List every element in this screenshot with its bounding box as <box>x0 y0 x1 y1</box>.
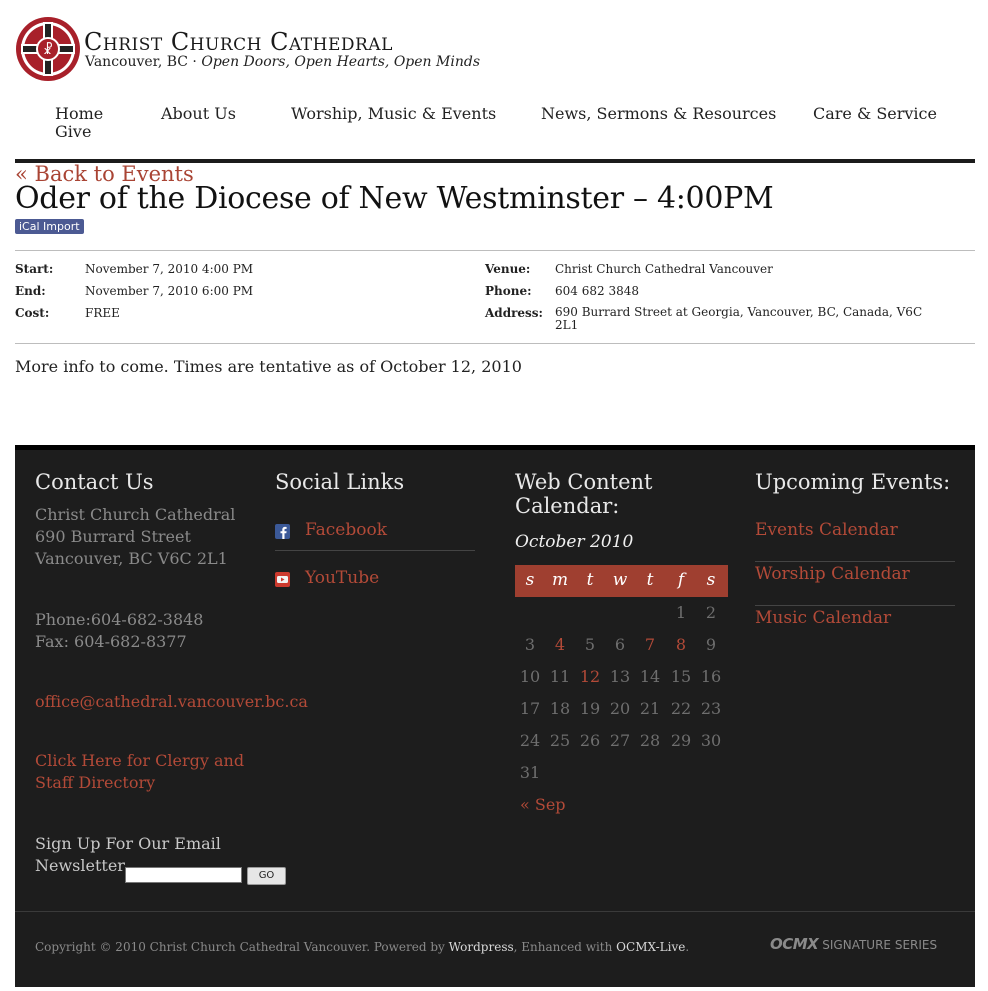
copyright-enhanced: , Enhanced with <box>513 940 617 954</box>
back-to-events-link[interactable]: « Back to Events <box>15 162 194 186</box>
footer-divider <box>15 911 975 912</box>
calendar-day-7[interactable]: 7 <box>644 635 656 654</box>
contact-heading: Contact Us <box>35 470 154 494</box>
calendar-day-18: 18 <box>549 699 571 718</box>
calendar-column <box>515 470 735 518</box>
calendar-day-21: 21 <box>639 699 661 718</box>
svg-text:☧: ☧ <box>42 43 54 58</box>
wordpress-link[interactable]: Wordpress <box>448 940 514 954</box>
calendar-day-16: 16 <box>700 667 722 686</box>
upcoming-item-label: Music Calendar <box>755 608 892 628</box>
calendar-day-20: 20 <box>609 699 631 718</box>
newsletter-line-2: Newsletter <box>35 856 125 875</box>
calendar-day-22: 22 <box>670 699 692 718</box>
nav-item-news-sermons-resources[interactable]: News, Sermons & Resources <box>541 104 777 123</box>
newsletter-line-1: Sign Up For Our Email <box>35 834 221 853</box>
end-value: November 7, 2010 6:00 PM <box>85 284 254 298</box>
calendar-day-6: 6 <box>614 635 626 654</box>
upcoming-item-events-calendar[interactable] <box>755 518 955 562</box>
calendar-day-31: 31 <box>519 763 541 782</box>
contact-line-1: Christ Church Cathedral <box>35 505 236 524</box>
site-header <box>0 0 988 160</box>
upcoming-item-label: Events Calendar <box>755 520 898 540</box>
upcoming-item-music-calendar[interactable] <box>755 606 955 649</box>
address-line-2: 2L1 <box>555 318 579 332</box>
ocmx-signature-series[interactable] <box>770 934 937 953</box>
calendar-day-25: 25 <box>549 731 571 750</box>
ocmx-live-link[interactable]: OCMX-Live <box>616 940 686 954</box>
calendar-day-26: 26 <box>579 731 601 750</box>
nav-item-worship-music-events[interactable]: Worship, Music & Events <box>291 104 497 123</box>
ocmx-logo: OCMX <box>770 935 819 953</box>
calendar-day-5: 5 <box>584 635 596 654</box>
weekday-mon: m <box>551 570 569 590</box>
calendar-day-1: 1 <box>675 603 687 622</box>
staff-directory-line-2: Staff Directory <box>35 773 156 792</box>
calendar-day-29: 29 <box>670 731 692 750</box>
calendar-day-2: 2 <box>705 603 717 622</box>
upcoming-column <box>755 470 965 494</box>
nav-item-care-service[interactable]: Care & Service <box>813 104 937 123</box>
contact-email-link[interactable]: office@cathedral.vancouver.bc.ca <box>35 692 308 711</box>
calendar-heading-line-2: Calendar: <box>515 494 620 518</box>
site-tagline <box>85 54 480 70</box>
contact-address <box>35 504 265 570</box>
calendar-heading-line-1: Web Content <box>515 470 653 494</box>
calendar-day-15: 15 <box>670 667 692 686</box>
address-label: Address: <box>485 306 543 320</box>
contact-line-3: Vancouver, BC V6C 2L1 <box>35 549 228 568</box>
calendar-day-30: 30 <box>700 731 722 750</box>
main-nav <box>0 104 988 144</box>
calendar-day-9: 9 <box>705 635 717 654</box>
cost-label: Cost: <box>15 306 50 320</box>
facebook-label: Facebook <box>305 520 388 540</box>
calendar-day-14: 14 <box>639 667 661 686</box>
calendar-day-4[interactable]: 4 <box>554 635 566 654</box>
calendar-day-13: 13 <box>609 667 631 686</box>
newsletter-email-input[interactable] <box>125 867 242 883</box>
address-line-1: 690 Burrard Street at Georgia, Vancouver, BC, Canada, V6C <box>555 305 923 319</box>
weekday-wed: w <box>612 570 628 590</box>
site-title[interactable]: Christ Church Cathedral <box>84 28 393 56</box>
phone-value: 604 682 3848 <box>555 284 639 298</box>
weekday-thu: t <box>646 570 654 590</box>
copyright-period: . <box>685 940 690 954</box>
social-item-youtube[interactable] <box>275 568 475 598</box>
youtube-label: YouTube <box>305 568 380 588</box>
calendar-day-19: 19 <box>579 699 601 718</box>
upcoming-item-worship-calendar[interactable] <box>755 562 955 606</box>
nav-item-give[interactable]: Give <box>55 122 92 141</box>
social-column <box>275 470 485 494</box>
social-heading: Social Links <box>275 470 405 494</box>
venue-value[interactable]: Christ Church Cathedral Vancouver <box>555 262 773 276</box>
calendar-day-11: 11 <box>549 667 571 686</box>
calendar-day-28: 28 <box>639 731 661 750</box>
start-label: Start: <box>15 262 54 276</box>
youtube-icon <box>275 572 290 587</box>
weekday-fri: f <box>677 570 685 590</box>
ical-import-button[interactable]: iCal Import <box>15 219 84 234</box>
calendar-day-12[interactable]: 12 <box>579 667 601 686</box>
site-motto: Open Doors, Open Hearts, Open Minds <box>201 54 480 70</box>
copyright-main: Copyright © 2010 Christ Church Cathedral Vancouver. Powered by <box>35 940 449 954</box>
calendar-day-8[interactable]: 8 <box>675 635 687 654</box>
start-value: November 7, 2010 4:00 PM <box>85 262 254 276</box>
calendar-prev-month-link[interactable]: « Sep <box>520 795 566 814</box>
newsletter-go-button[interactable]: GO <box>247 867 286 885</box>
staff-directory-line-1: Click Here for Clergy and <box>35 751 245 770</box>
address-value <box>555 306 922 332</box>
calendar-month: October 2010 <box>515 532 634 552</box>
event-description: More info to come. Times are tentative as of October 12, 2010 <box>15 357 522 376</box>
venue-label: Venue: <box>485 262 531 276</box>
contact-phone-fax <box>35 609 265 653</box>
cathedral-logo-icon[interactable] <box>15 16 81 82</box>
end-label: End: <box>15 284 46 298</box>
nav-item-home[interactable]: Home <box>55 104 104 123</box>
contact-fax: Fax: 604-682-8377 <box>35 632 187 651</box>
upcoming-heading: Upcoming Events: <box>755 470 951 494</box>
copyright-text <box>35 940 689 954</box>
calendar-day-24: 24 <box>519 731 541 750</box>
weekday-tue: t <box>586 570 594 590</box>
nav-item-about-us[interactable]: About Us <box>161 104 236 123</box>
meta-top-divider <box>15 250 975 251</box>
signature-series-label: SIGNATURE SERIES <box>822 938 938 952</box>
calendar-day-10: 10 <box>519 667 541 686</box>
upcoming-item-label: Worship Calendar <box>755 564 910 584</box>
contact-line-2: 690 Burrard Street <box>35 527 191 546</box>
facebook-icon <box>275 524 290 539</box>
site-footer <box>15 445 975 987</box>
calendar-weekday-header <box>515 565 728 597</box>
contact-phone: Phone:604-682-3848 <box>35 610 204 629</box>
calendar-day-3: 3 <box>524 635 536 654</box>
calendar-day-27: 27 <box>609 731 631 750</box>
staff-directory-link[interactable] <box>35 750 265 794</box>
site-location: Vancouver, BC · <box>85 54 202 70</box>
weekday-sun: s <box>525 570 535 590</box>
calendar-heading <box>515 470 735 518</box>
cost-value: FREE <box>85 306 120 320</box>
event-title: Oder of the Diocese of New Westminster – 4:00PM <box>15 181 774 216</box>
social-item-facebook[interactable] <box>275 520 475 551</box>
calendar-day-17: 17 <box>519 699 541 718</box>
weekday-sat: s <box>706 570 716 590</box>
phone-label: Phone: <box>485 284 532 298</box>
calendar-day-23: 23 <box>700 699 722 718</box>
meta-bottom-divider <box>15 343 975 344</box>
